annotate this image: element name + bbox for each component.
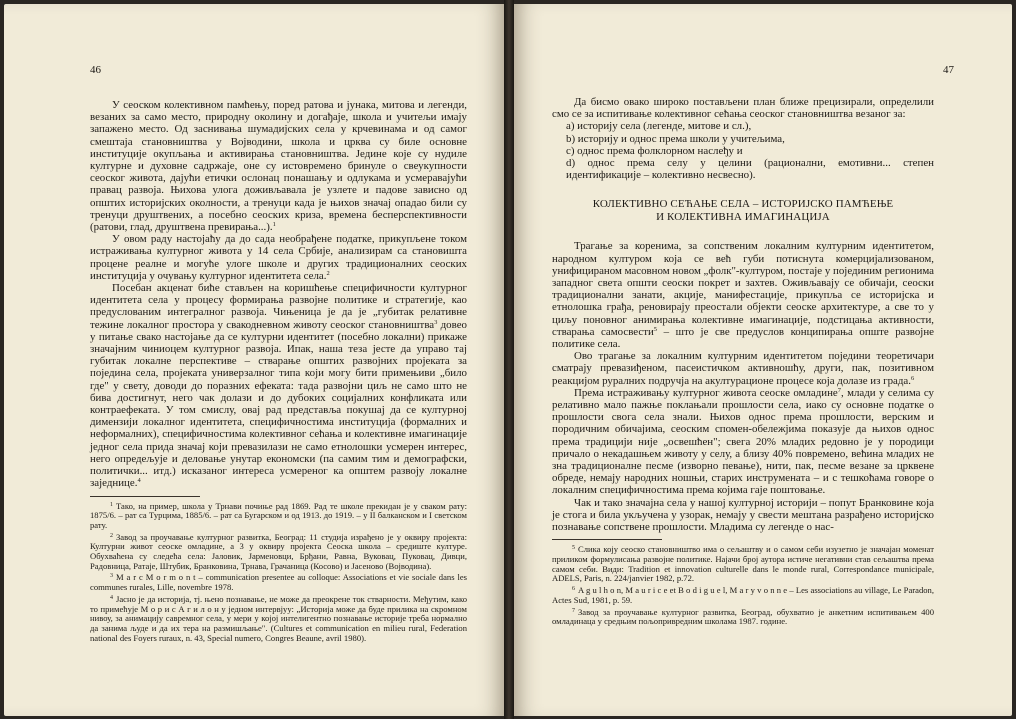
footnote [90,501,467,531]
footnote-ref: 6 [910,374,915,382]
footnote-ref: 7 [837,386,842,394]
paragraph: Чак и тако значајна села у нашој културној историји – попут Бранковине која је стога и била укључена у узорак, немају у свести мештана разрађено историјско познавање сопствене прошлости. Младима су легенде о нас- [552,496,934,534]
footnotes [552,544,934,627]
footnote-ref: 5 [653,325,658,333]
paragraph [552,387,934,497]
book-gutter [504,0,514,719]
right-page-body [552,96,934,628]
footnote-text: Јасно је да историја, тј. њено познавање, не може да преокрене ток стварности. Међутим, како то примећује М о р и с А г и л о н у једном интервјуу: „Историја може да буде прилика на скромном нивоу, за анимацију савремног села, у мери у којој интелигентно познавање историје треба нормално да занима људе и да их тера на размишљање". (Cultures et communication en milieu rural, Federation national des Foyers ruraux, n. 43, Special numero, Congres Beaune, avril 1980). [90,593,467,643]
footnote-number: 7 [572,607,575,614]
paragraph [90,99,467,233]
footnotes [90,501,467,644]
footnote-ref: 2 [326,269,330,277]
footnote [552,544,934,584]
paragraph-text: Ово трагање за локалним културним идентитетом поједини теоретичари сматрају превазиђеном, пасеистичком активношћу, други, пак, позитивном реакцијом руралних подручја на акултурационе процесе која долазе из града. [552,350,934,387]
paragraph-text: У сеоском колективном памћењу, поред ратова и јунака, митова и легенди, везаних за само место, природну околину и догађаје, школа и учитељи имају запажено место. Од заснивања шумадијских села у крчевинама и од самог смештаја становништва у Војводини, школа и црква су биле основне институције окупљања и активирања становништва. Једине које су нудиле културне и духовне садржаје, оне су истовремено бринуле о свеукупности сеоског живота, дајући етички ослонац понашању и одлукама и усмеравајући правац развоја. Њихова улога доживљавала је узлете и падове зависно од општих историјских околности, а тренуци када је њихов значај опадао били су тренуци друштвених, а посебно сеоских криза, времена бесперспективности (ратови, глад, друштвена превирања...). [90,99,467,234]
footnote-number: 6 [572,586,575,593]
footnote-number: 5 [572,545,575,552]
footnote [552,585,934,605]
footnote-ref: 1 [272,221,276,229]
footnote-text: Слика коју сеоско становништво има о сељаштву и о самом себи изузетно је значајан моменат приликом формулисања развојне политике. Најачи број аутора истиче негативни став сељаштва према самом себи. Види: Tradition et innovation culturelle dans le monde rural, Correspondance municipale, ADELS, Paris, n. 224/janvier 1982, p.72. [552,544,934,584]
footnote-number: 2 [110,532,113,539]
footnote [90,594,467,644]
page-number: 47 [943,64,954,76]
footnote-number: 3 [110,573,113,580]
footnote [552,607,934,627]
footnote-number: 1 [110,501,113,508]
list-item: c) однос према фолклорном наслеђу и [566,144,743,157]
footnote-text: A g u l h o n, M a u r i c e et B o d i g u e l, M a r y v o n n e – Les associations au village, Le Paradon, Actes Sud, 1981, p. 59. [552,585,934,605]
paragraph-text: Посебан акценат биће стављен на коришћење специфичности културног идентитета села у процесу формирања развојне политике и стратегије, као предуслованим интегралног развоја. Чињеница је да је „губитак релативне тежине локалног простора у свакодневном животу сеоског становништва [90,282,467,331]
footnote [90,532,467,572]
footnote-text: Тако, на пример, школа у Трнави почиње рад 1869. Рад те школе прекидан је у сваком рату: 1875/6. – рат са Турцима, 1885/6. – рат са Бугарском и од 1913. до 1919. – у II балканском и I светском рату. [90,500,467,530]
footnote-ref: 4 [137,477,141,485]
paragraph-text: довео у питање свако настојање да се културни идентитет (посебно локални) прикаже значајним чиниоцем културног развоја. Ипак, наша теза јесте да управо тај губитак локалне перспективе – стварање општих развојних пројеката за поједина села, пројеката универзалног типа који могу бити примењиви „било где" у свету, доводи до поразних ефеката: тада развојни циљ не само што не бива достигнут, него чак долази и до дубоких социјалних конфликата или контраефеката. У том смислу, овај рад представља покушај да се културној димензији локалног идентитета, специфичностима институција (формалних и неформалних), специфичностима колективног сећања и колективне имагинације једног села прида значај који превазилази не само етнолошки усмерен интерес, него опредељује и деловање унутар економски (па самим тим и демографски, политички... итд.) исказаног интереса усмереног ка општем развоју локалне заједнице. [90,318,467,490]
list-item: b) историју и однос према школи у учитељима, [566,132,785,145]
footnote-ref: 3 [434,318,438,326]
footnote-text: M a r c M o r m o n t – communication presentee au colloque: Associations et vie sociale dans les communes rurales, Lille, novembre 1978. [90,572,467,593]
paragraph [552,350,934,387]
paragraph-text: , млади у селима су релативно мало пажње поклањали прошлости села, иако су основне податке о прошлости свога села знали. Њихов однос према прошлости, верским и породичним обичајима, сеоским спомен-обележјима показује да њихов однос према традицији није „освешћен"; свега 20% младих редовно је у породици причало о некадашњем животу у селу, а близу 40% повремено, већина младих не зна традиционалне песме (изворно певање), нити, пак, песме везане за црквене обреде, немају народних ношњи, старих инструмената – и с тешкоћама говоре о локалним специфичностима према којима гаје поштовање. [552,386,934,497]
paragraph-text: Трагање за коренима, за сопственим локалним културним идентитетом, народном културом која се већ губи потиснута комерцијализованом, унифицираном масовном новом „фолк"-културом, постаје у појединим регионима западног света општи сеоски покрет и захтев. Оживљавају се обичаји, сеоски традиционални занати, акције, манифестације, прикупља се историјска и етнолошка грађа, реновирају преостали објекти сеоске архитектуре, а све то у циљу поновног анимирања колективне имагинације, подстицања активности, стварања самосвести [552,240,934,338]
section-heading-line: И КОЛЕКТИВНА ИМАГИНАЦИЈА [656,211,830,224]
paragraph [552,240,934,350]
footnote-text: Завод за проучавање културног развитка, Београд: 11 студија израђено је у оквиру пројекта: Културни живот сеоске омладине, а 3 у оквиру пројекта Сеоска школа – средиште културе. Обухваћена су следећа села: Јаловик, Јарменовци, Брђани, Равна, Вуковац, Пуковац, Дивци, Радовница, Ратаје, Штубик, Бранковина, Трнава, Грачаница (Косово) и Јасеново (Војводина). [90,531,467,571]
left-page [4,4,504,716]
footnote-text: Завод за проучавање културног развитка, Београд, обухватио је анкетним испитивањем 400 омладинаца у средњим пољопривредним школама 1987. године. [552,606,934,627]
paragraph-text: – што је све предуслов конципирања опште развојне политике села. [552,325,934,351]
page-number: 46 [90,64,101,76]
paragraph [90,282,467,489]
section-heading [552,198,934,224]
paragraph-text: У овом раду настојаћу да до сада необрађене податке, прикупљене током истраживања културног живота у 14 села Србије, анализирам са становишта процене реалне и могуће улоге школе и других традиционалних сеоских институција у очувању културног идентитета села. [90,233,467,282]
paragraph: Да бисмо овако широко постављени план ближе прецизирали, определили смо се за испитивање колективног сећања сеоског становништва везаног за: [552,96,934,121]
footnote-number: 4 [110,594,113,601]
section-heading-line: КОЛЕКТИВНО СЕЋАЊЕ СЕЛА – ИСТОРИЈСКО ПАМЋЕЊЕ [592,198,894,211]
paragraph [90,233,467,282]
list-item: d) однос према селу у целини (рационални, емотивни... степен идентификације – колективно несвесно). [566,157,934,182]
list-item: а) историју села (легенде, митове и сл.), [566,120,752,133]
footnote [90,572,467,592]
right-page [514,4,1012,716]
footnote-divider [90,496,200,497]
paragraph-text: Према истраживању културног живота сеоске омладине [574,386,838,399]
study-topics-list [552,120,934,181]
left-page-body [90,99,467,644]
footnote-divider [552,539,662,540]
